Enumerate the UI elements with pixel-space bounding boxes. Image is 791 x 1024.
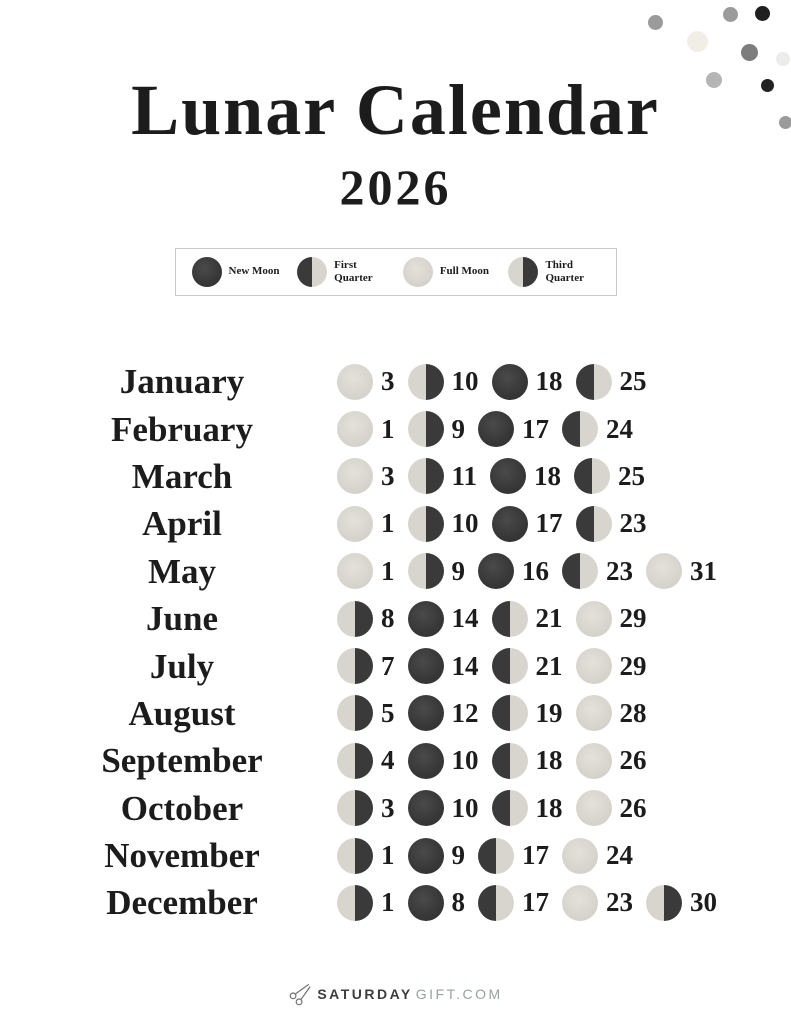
phase-day: 8 — [381, 603, 395, 634]
phase-day: 9 — [451, 413, 465, 444]
month-row-september — [0, 737, 791, 784]
moon-phase-event — [337, 458, 395, 494]
month-name: May — [147, 551, 217, 591]
full-moon-icon — [576, 790, 612, 826]
first-quarter-moon-icon — [492, 648, 528, 684]
moon-phase-event — [576, 506, 647, 542]
legend-item-first_quarter — [297, 257, 388, 287]
moon-phase-event — [337, 601, 395, 637]
phase-day: 18 — [535, 745, 563, 776]
moon-phase-event — [478, 885, 549, 921]
third-quarter-moon-icon — [408, 553, 444, 589]
phase-day: 5 — [381, 697, 395, 728]
first-quarter-moon-icon — [562, 411, 598, 447]
month-events — [337, 790, 660, 826]
moon-phase-event — [408, 553, 466, 589]
third-quarter-moon-icon — [408, 364, 444, 400]
decor-dot — [741, 44, 758, 61]
phase-day: 18 — [535, 792, 563, 823]
legend-item-third_quarter — [508, 257, 599, 287]
phase-day: 23 — [619, 508, 647, 539]
full-moon-icon — [576, 648, 612, 684]
phase-day: 26 — [619, 792, 647, 823]
phase-day: 23 — [606, 555, 633, 586]
moon-phase-legend — [175, 248, 617, 296]
new-moon-icon — [408, 601, 444, 637]
month-row-october — [0, 785, 791, 832]
phase-day: 14 — [451, 650, 479, 681]
new-moon-icon — [408, 695, 444, 731]
month-name: September — [101, 741, 263, 781]
phase-day: 17 — [535, 508, 563, 539]
moon-phase-event — [337, 364, 395, 400]
month-row-august — [0, 690, 791, 737]
full-moon-icon — [646, 553, 682, 589]
full-moon-icon — [403, 257, 433, 287]
first-quarter-moon-icon — [492, 601, 528, 637]
moon-phase-event — [337, 885, 395, 921]
full-moon-icon — [337, 411, 373, 447]
month-events — [337, 601, 660, 637]
moon-phase-event — [337, 790, 395, 826]
legend-label: First Quarter — [334, 258, 373, 284]
phase-day: 28 — [619, 697, 647, 728]
moon-phase-event — [408, 743, 479, 779]
full-moon-icon — [562, 885, 598, 921]
phase-day: 24 — [606, 413, 633, 444]
footer-brand-bold: SATURDAY — [317, 986, 413, 1002]
month-events — [337, 506, 660, 542]
moon-phase-event — [490, 458, 561, 494]
moon-phase-event — [576, 695, 647, 731]
third-quarter-moon-icon — [337, 601, 373, 637]
month-row-march — [0, 453, 791, 500]
month-row-may — [0, 548, 791, 595]
moon-phase-event — [408, 458, 478, 494]
moon-phase-event — [408, 648, 479, 684]
phase-day: 8 — [451, 887, 465, 918]
legend-item-full — [403, 257, 494, 287]
moon-phase-event — [562, 411, 633, 447]
full-moon-icon — [337, 364, 373, 400]
third-quarter-moon-icon — [646, 885, 682, 921]
third-quarter-moon-icon — [337, 648, 373, 684]
new-moon-icon — [492, 506, 528, 542]
first-quarter-moon-icon — [478, 838, 514, 874]
moon-phase-event — [492, 364, 563, 400]
phase-day: 19 — [535, 697, 563, 728]
phase-day: 1 — [381, 508, 395, 539]
moon-phase-event — [337, 506, 395, 542]
month-name: November — [104, 836, 260, 876]
phase-day: 25 — [618, 460, 646, 491]
phase-day: 17 — [522, 840, 549, 871]
moon-phase-event — [408, 601, 479, 637]
moon-phase-event — [492, 601, 563, 637]
full-moon-icon — [337, 506, 373, 542]
phase-day: 10 — [451, 508, 479, 539]
phase-day: 31 — [690, 555, 717, 586]
decor-dot — [761, 79, 774, 92]
moon-phase-event — [408, 506, 479, 542]
calendar-year: 2026 — [339, 159, 452, 215]
month-name: March — [131, 456, 233, 496]
moon-phase-event — [478, 411, 549, 447]
new-moon-icon — [492, 364, 528, 400]
moon-phase-event — [478, 838, 549, 874]
new-moon-icon — [408, 885, 444, 921]
decor-dot — [723, 7, 738, 22]
month-events — [337, 743, 660, 779]
decor-dot — [776, 52, 790, 66]
moon-phase-event — [337, 553, 395, 589]
moon-phase-event — [492, 743, 563, 779]
new-moon-icon — [490, 458, 526, 494]
month-name: April — [142, 504, 222, 544]
new-moon-icon — [408, 838, 444, 874]
phase-day: 14 — [451, 603, 479, 634]
full-moon-icon — [337, 458, 373, 494]
phase-day: 1 — [381, 413, 395, 444]
phase-day: 4 — [381, 745, 395, 776]
page-title: Lunar Calendar — [131, 70, 660, 150]
first-quarter-moon-icon — [297, 257, 327, 287]
moon-phase-event — [576, 790, 647, 826]
month-events — [337, 695, 660, 731]
new-moon-icon — [192, 257, 222, 287]
moon-phase-event — [576, 743, 647, 779]
first-quarter-moon-icon — [492, 743, 528, 779]
moon-phase-event — [408, 790, 479, 826]
phase-day: 1 — [381, 887, 395, 918]
third-quarter-moon-icon — [508, 257, 538, 287]
phase-day: 11 — [451, 460, 478, 491]
moon-phase-event — [337, 695, 395, 731]
moon-phase-event — [576, 364, 647, 400]
moon-phase-event — [492, 648, 563, 684]
phase-day: 17 — [522, 413, 549, 444]
legend-item-new — [192, 257, 283, 287]
phase-day: 7 — [381, 650, 395, 681]
moon-phase-event — [562, 553, 633, 589]
month-events — [337, 885, 730, 921]
phase-day: 24 — [606, 840, 633, 871]
full-moon-icon — [576, 601, 612, 637]
phase-day: 18 — [534, 460, 562, 491]
full-moon-icon — [337, 553, 373, 589]
phase-day: 10 — [451, 366, 479, 397]
month-row-december — [0, 879, 791, 926]
month-events — [337, 364, 660, 400]
phase-day: 1 — [381, 840, 395, 871]
month-row-april — [0, 500, 791, 547]
moon-phase-event — [646, 885, 717, 921]
phase-day: 3 — [381, 366, 395, 397]
month-name: January — [119, 362, 245, 402]
month-events — [337, 411, 646, 447]
phase-day: 29 — [619, 650, 647, 681]
phase-day: 18 — [535, 366, 563, 397]
new-moon-icon — [408, 648, 444, 684]
new-moon-icon — [408, 790, 444, 826]
third-quarter-moon-icon — [337, 743, 373, 779]
month-row-june — [0, 595, 791, 642]
third-quarter-moon-icon — [408, 458, 444, 494]
phase-day: 10 — [451, 792, 479, 823]
month-name: July — [149, 646, 215, 686]
moon-phase-event — [408, 885, 466, 921]
first-quarter-moon-icon — [562, 553, 598, 589]
third-quarter-moon-icon — [337, 695, 373, 731]
phase-day: 23 — [606, 887, 633, 918]
month-row-july — [0, 642, 791, 689]
month-row-january — [0, 358, 791, 405]
decor-dot — [706, 72, 722, 88]
phase-day: 3 — [381, 792, 395, 823]
new-moon-icon — [408, 743, 444, 779]
month-events — [337, 553, 730, 589]
legend-label: Third Quarter — [545, 258, 584, 284]
moon-phase-event — [646, 553, 717, 589]
phase-day: 26 — [619, 745, 647, 776]
moon-phase-event — [576, 601, 647, 637]
phase-day: 29 — [619, 603, 647, 634]
full-moon-icon — [562, 838, 598, 874]
moon-phase-event — [408, 838, 466, 874]
first-quarter-moon-icon — [492, 695, 528, 731]
moon-phase-event — [492, 790, 563, 826]
footer-brand-light: GIFT.COM — [415, 986, 503, 1002]
lunar-months-table — [0, 358, 791, 927]
footer-brand — [0, 982, 791, 1006]
phase-day: 1 — [381, 555, 395, 586]
third-quarter-moon-icon — [408, 411, 444, 447]
moon-phase-event — [562, 838, 633, 874]
phase-day: 21 — [535, 603, 563, 634]
first-quarter-moon-icon — [492, 790, 528, 826]
month-row-february — [0, 405, 791, 452]
decor-dot — [755, 6, 770, 21]
decor-dot — [648, 15, 663, 30]
phase-day: 21 — [535, 650, 563, 681]
phase-day: 10 — [451, 745, 479, 776]
first-quarter-moon-icon — [478, 885, 514, 921]
moon-phase-event — [337, 648, 395, 684]
new-moon-icon — [478, 411, 514, 447]
full-moon-icon — [576, 695, 612, 731]
legend-label: New Moon — [228, 265, 280, 278]
phase-day: 25 — [619, 366, 647, 397]
first-quarter-moon-icon — [576, 364, 612, 400]
moon-phase-event — [574, 458, 645, 494]
month-name: August — [128, 693, 236, 733]
moon-phase-event — [408, 411, 466, 447]
phase-day: 16 — [522, 555, 549, 586]
month-events — [337, 648, 660, 684]
decor-dot — [687, 31, 708, 52]
month-events — [337, 838, 646, 874]
third-quarter-moon-icon — [337, 838, 373, 874]
first-quarter-moon-icon — [576, 506, 612, 542]
month-name: October — [120, 788, 244, 828]
month-events — [337, 458, 658, 494]
phase-day: 3 — [381, 460, 395, 491]
scissors-icon — [288, 982, 312, 1006]
moon-phase-event — [337, 838, 395, 874]
moon-phase-event — [492, 695, 563, 731]
phase-day: 30 — [690, 887, 717, 918]
third-quarter-moon-icon — [337, 885, 373, 921]
moon-phase-event — [337, 743, 395, 779]
moon-phase-event — [478, 553, 549, 589]
month-row-november — [0, 832, 791, 879]
first-quarter-moon-icon — [574, 458, 610, 494]
full-moon-icon — [576, 743, 612, 779]
moon-phase-event — [337, 411, 395, 447]
third-quarter-moon-icon — [337, 790, 373, 826]
phase-day: 17 — [522, 887, 549, 918]
month-name: December — [106, 883, 258, 923]
moon-phase-event — [576, 648, 647, 684]
moon-phase-event — [408, 364, 479, 400]
month-name: June — [146, 599, 218, 639]
moon-phase-event — [408, 695, 479, 731]
moon-phase-event — [492, 506, 563, 542]
phase-day: 12 — [451, 697, 479, 728]
decor-dot — [779, 116, 791, 129]
new-moon-icon — [478, 553, 514, 589]
phase-day: 9 — [451, 555, 465, 586]
moon-phase-event — [562, 885, 633, 921]
month-name: February — [111, 409, 253, 449]
phase-day: 9 — [451, 840, 465, 871]
third-quarter-moon-icon — [408, 506, 444, 542]
legend-label: Full Moon — [439, 265, 490, 278]
